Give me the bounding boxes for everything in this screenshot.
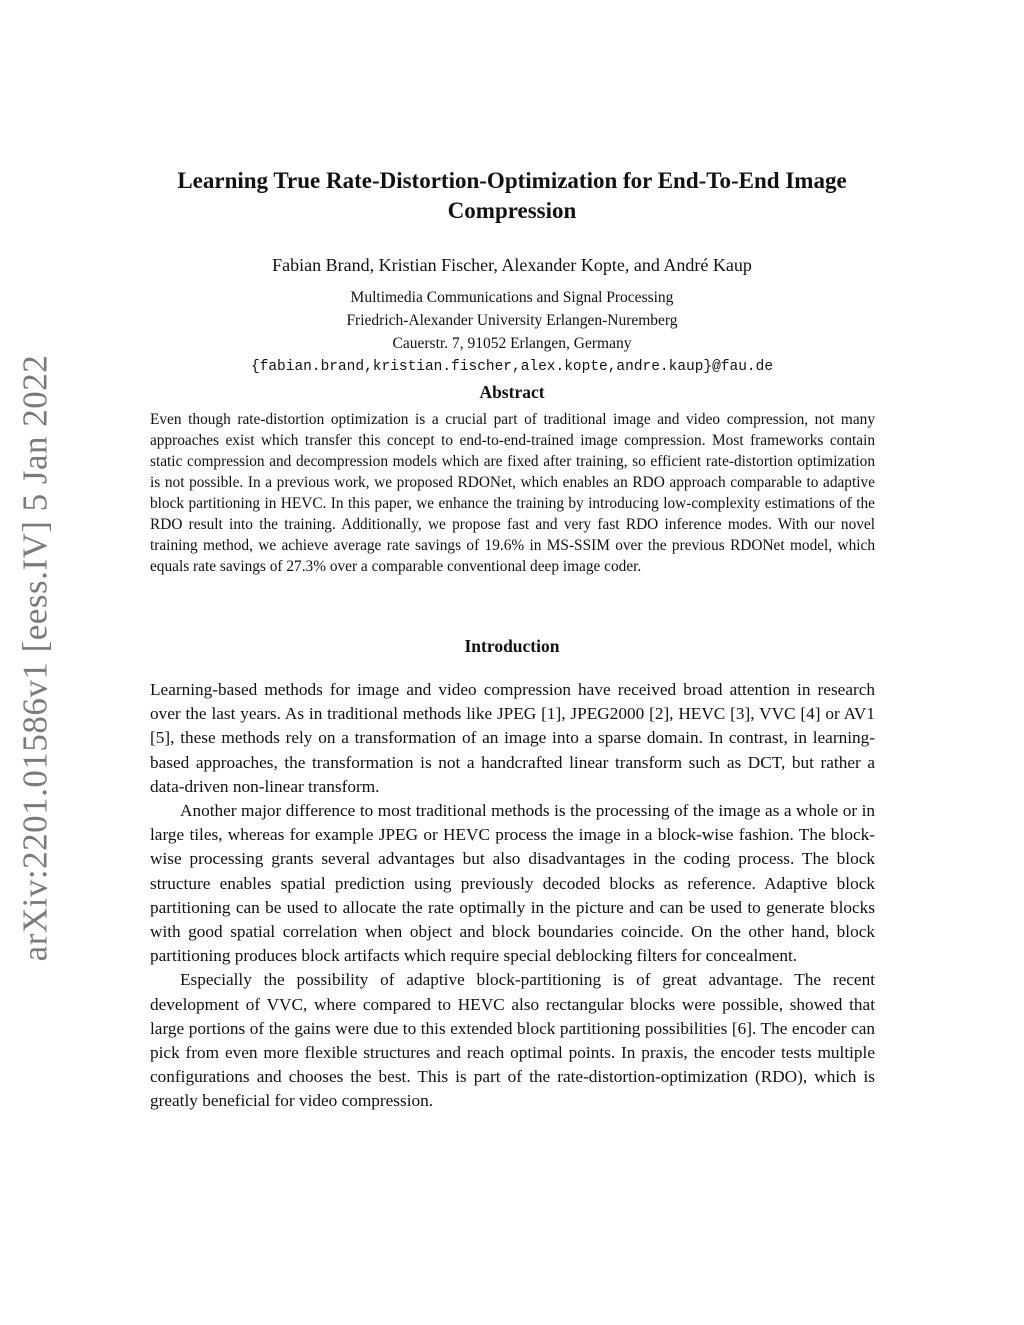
introduction-paragraph-1: Learning-based methods for image and video compression have received broad attention in research over the last years. As in traditional methods like JPEG [1], JPEG2000 [2], HEVC [3], VVC [4] or AV1 [5], these methods rely on a transformation of an image into a sparse domain. In contrast, in learning-based approaches, the transformation is not a handcrafted linear transform such as DCT, but rather a data-driven non-linear transform. bbox=[150, 680, 875, 796]
author-emails: {fabian.brand,kristian.fischer,alex.kopte,andre.kaup}@fau.de bbox=[250, 359, 774, 375]
paper-title: Learning True Rate-Distortion-Optimization for End-To-End Image Compression bbox=[177, 168, 847, 223]
affiliation-address: Cauerstr. 7, 91052 Erlangen, Germany bbox=[392, 335, 632, 352]
abstract-heading: Abstract bbox=[479, 382, 545, 402]
arxiv-identifier-stamp bbox=[4, 354, 66, 962]
abstract-body: Even though rate-distortion optimization is a crucial part of traditional image and video compression, not many approaches exist which transfer this concept to end-to-end-trained image compression. Most frameworks contain static compression and decompression models which are fixed after training, so efficient rate-distortion optimization is not possible. In a previous work, we proposed RDONet, which enables an RDO approach comparable to adaptive block partitioning in HEVC. In this paper, we enhance the training by introducing low-complexity estimations of the RDO result into the training. Additionally, we propose fast and very fast RDO inference modes. With our novel training method, we achieve average rate savings of 19.6% in MS-SSIM over the previous RDONet model, which equals rate savings of 27.3% over a comparable conventional deep image coder. bbox=[150, 411, 875, 575]
introduction-paragraph-3: Especially the possibility of adaptive block-partitioning is of great advantage. The recent development of VVC, where compared to HEVC also rectangular blocks were possible, showed that large portions of the gains were due to this extended block partitioning possibilities [6]. The encoder can pick from even more flexible structures and reach optimal points. In praxis, the encoder tests multiple configurations and chooses the best. This is part of the rate-distortion-optimization (RDO), which is greatly beneficial for video compression. bbox=[150, 970, 875, 1111]
introduction-body bbox=[150, 678, 875, 1114]
affiliation-department: Multimedia Communications and Signal Processing bbox=[350, 289, 674, 306]
introduction-heading: Introduction bbox=[464, 636, 560, 656]
introduction-paragraph-2: Another major difference to most traditional methods is the processing of the image as a whole or in large tiles, whereas for example JPEG or HEVC process the image in a block-wise fashion. The block-wise processing grants several advantages but also disadvantages in the coding process. The block structure enables spatial prediction using previously decoded blocks as reference. Adaptive block partitioning can be used to allocate the rate optimally in the picture and can be used to generate blocks with good spatial correlation when object and block boundaries coincide. On the other hand, block partitioning produces block artifacts which require special deblocking filters for concealment. bbox=[150, 801, 875, 966]
arxiv-identifier-text: arXiv:2201.01586v1 [eess.IV] 5 Jan 2022 bbox=[15, 354, 54, 962]
affiliation-university: Friedrich-Alexander University Erlangen-Nuremberg bbox=[346, 312, 678, 329]
author-list: Fabian Brand, Kristian Fischer, Alexander Kopte, and André Kaup bbox=[272, 255, 752, 275]
